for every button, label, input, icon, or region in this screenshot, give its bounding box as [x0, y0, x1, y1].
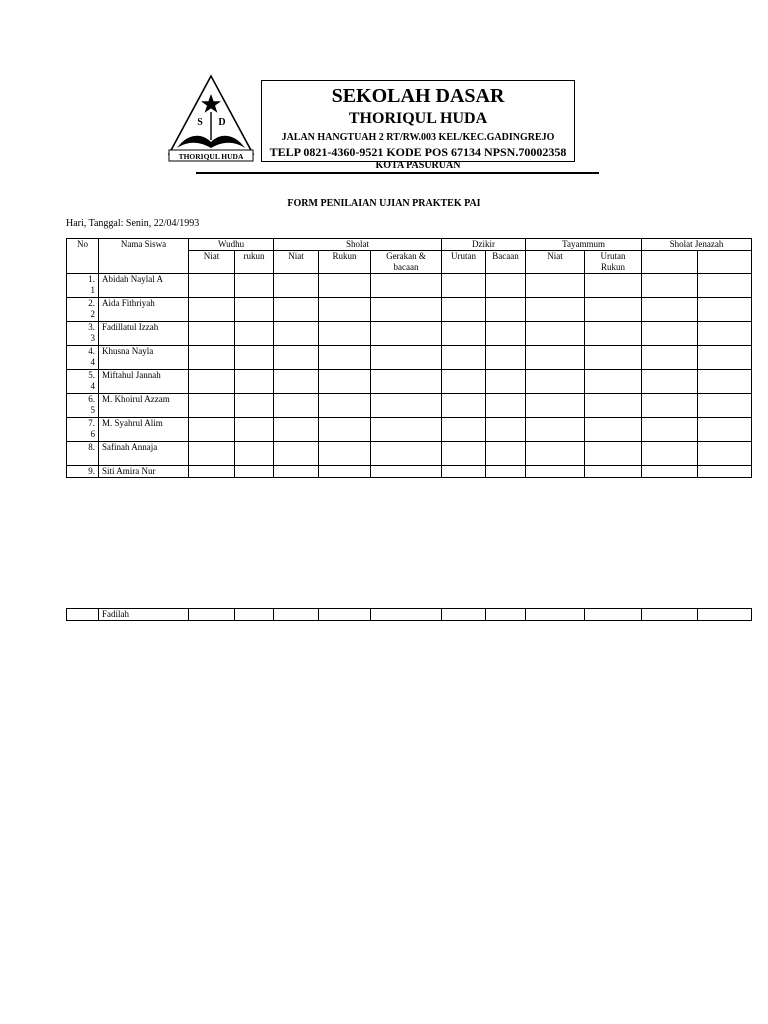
score-cell[interactable]	[585, 466, 642, 478]
score-cell[interactable]	[442, 442, 486, 466]
sub-sholat-niat: Niat	[274, 251, 319, 274]
date-line: Hari, Tanggal: Senin, 22/04/1993	[66, 218, 200, 229]
assessment-table	[66, 238, 752, 478]
score-cell[interactable]	[319, 298, 371, 322]
row-subnumber: 2	[90, 309, 95, 319]
student-name: M. Syahrul Alim	[99, 418, 189, 442]
score-cell[interactable]	[526, 442, 585, 466]
score-cell[interactable]	[371, 370, 442, 394]
score-cell[interactable]	[235, 298, 274, 322]
row-no: 7.	[88, 418, 95, 428]
score-cell[interactable]	[319, 394, 371, 418]
sub-tayammum-niat: Niat	[526, 251, 585, 274]
row-number	[67, 346, 99, 370]
student-rows	[67, 274, 752, 478]
score-cell[interactable]	[274, 298, 319, 322]
sub-dzikir-urutan: Urutan	[442, 251, 486, 274]
score-cell[interactable]	[642, 274, 698, 298]
score-cell[interactable]	[698, 394, 752, 418]
score-cell[interactable]	[526, 418, 585, 442]
score-cell[interactable]	[235, 370, 274, 394]
row-number	[67, 394, 99, 418]
sub-sholat-rukun: Rukun	[319, 251, 371, 274]
score-cell[interactable]	[642, 346, 698, 370]
score-cell[interactable]	[486, 346, 526, 370]
tail-table	[66, 608, 752, 621]
sub-wudhu-rukun: rukun	[235, 251, 274, 274]
score-cell[interactable]	[585, 394, 642, 418]
score-cell[interactable]	[274, 609, 319, 621]
score-cell[interactable]	[585, 298, 642, 322]
score-cell[interactable]	[319, 418, 371, 442]
score-cell[interactable]	[319, 322, 371, 346]
score-cell[interactable]	[442, 418, 486, 442]
score-cell[interactable]	[585, 418, 642, 442]
score-cell[interactable]	[642, 322, 698, 346]
table-row	[67, 370, 752, 394]
score-cell[interactable]	[319, 466, 371, 478]
score-cell[interactable]	[371, 298, 442, 322]
score-cell[interactable]	[486, 418, 526, 442]
col-nama: Nama Siswa	[99, 239, 189, 274]
table-row	[67, 322, 752, 346]
col-sholat: Sholat	[274, 239, 442, 251]
table-row	[67, 394, 752, 418]
score-cell[interactable]	[235, 322, 274, 346]
score-cell[interactable]	[371, 418, 442, 442]
score-cell[interactable]	[698, 418, 752, 442]
score-cell[interactable]	[486, 442, 526, 466]
score-cell[interactable]	[486, 370, 526, 394]
row-number	[67, 418, 99, 442]
school-address: JALAN HANGTUAH 2 RT/RW.003 KEL/KEC.GADINGREJO	[281, 132, 555, 143]
score-cell[interactable]	[189, 394, 235, 418]
sub-dzikir-bacaan: Bacaan	[486, 251, 526, 274]
score-cell[interactable]	[371, 274, 442, 298]
score-cell[interactable]	[371, 466, 442, 478]
score-cell[interactable]	[442, 394, 486, 418]
score-cell[interactable]	[274, 346, 319, 370]
score-cell[interactable]	[274, 442, 319, 466]
table-row	[67, 466, 752, 478]
row-number	[67, 322, 99, 346]
score-cell[interactable]	[235, 442, 274, 466]
score-cell[interactable]	[486, 322, 526, 346]
row-subnumber: 4	[90, 381, 95, 391]
student-name: Safinah Annaja	[99, 442, 189, 466]
school-header	[261, 80, 575, 171]
score-cell[interactable]	[585, 609, 642, 621]
score-cell[interactable]	[189, 322, 235, 346]
row-no: 6.	[88, 394, 95, 404]
header-row-1	[67, 239, 752, 251]
score-cell[interactable]	[371, 609, 442, 621]
score-cell[interactable]	[486, 298, 526, 322]
form-title: FORM PENILAIAN UJIAN PRAKTEK PAI	[287, 198, 481, 209]
score-cell[interactable]	[526, 370, 585, 394]
tail-no	[67, 609, 99, 621]
logo-name: THORIQUL HUDA	[178, 152, 244, 161]
score-cell[interactable]	[698, 346, 752, 370]
score-cell[interactable]	[319, 370, 371, 394]
score-cell[interactable]	[642, 442, 698, 466]
row-no: 9.	[88, 466, 95, 476]
student-name: M. Khoirul Azzam	[99, 394, 189, 418]
score-cell[interactable]	[235, 466, 274, 478]
score-cell[interactable]	[442, 346, 486, 370]
student-name: Aida Fithriyah	[99, 298, 189, 322]
row-subnumber: 1	[90, 285, 95, 295]
score-cell[interactable]	[526, 298, 585, 322]
row-number	[67, 466, 99, 478]
score-cell[interactable]	[442, 466, 486, 478]
score-cell[interactable]	[442, 322, 486, 346]
col-no: No	[67, 239, 99, 274]
score-cell[interactable]	[698, 298, 752, 322]
score-cell[interactable]	[274, 394, 319, 418]
score-cell[interactable]	[642, 609, 698, 621]
score-cell[interactable]	[585, 274, 642, 298]
score-cell[interactable]	[585, 322, 642, 346]
score-cell[interactable]	[442, 609, 486, 621]
score-cell[interactable]	[274, 322, 319, 346]
table-row	[67, 442, 752, 466]
score-cell[interactable]	[274, 370, 319, 394]
student-name: Abidah Naylal A	[99, 274, 189, 298]
score-cell[interactable]	[642, 418, 698, 442]
row-number	[67, 298, 99, 322]
score-cell[interactable]	[526, 394, 585, 418]
score-cell[interactable]	[274, 466, 319, 478]
score-cell[interactable]	[642, 370, 698, 394]
student-name: Khusna Nayla	[99, 346, 189, 370]
score-cell[interactable]	[526, 609, 585, 621]
score-cell[interactable]	[642, 298, 698, 322]
student-name: Fadillatul Izzah	[99, 322, 189, 346]
score-cell[interactable]	[189, 346, 235, 370]
table-row	[67, 274, 752, 298]
score-cell[interactable]	[698, 466, 752, 478]
sub-tayammum-urutan: Urutan Rukun	[585, 251, 642, 274]
score-cell[interactable]	[319, 346, 371, 370]
score-cell[interactable]	[319, 609, 371, 621]
score-cell[interactable]	[189, 274, 235, 298]
row-subnumber: 6	[90, 429, 95, 439]
school-city: KOTA PASURUAN	[375, 160, 461, 171]
row-no: 1.	[88, 274, 95, 284]
score-cell[interactable]	[371, 346, 442, 370]
school-name: THORIQUL HUDA	[348, 110, 488, 127]
logo-letter-d: D	[218, 117, 226, 128]
score-cell[interactable]	[585, 442, 642, 466]
score-cell[interactable]	[642, 466, 698, 478]
score-cell[interactable]	[585, 370, 642, 394]
score-cell[interactable]	[189, 418, 235, 442]
score-cell[interactable]	[698, 442, 752, 466]
score-cell[interactable]	[698, 274, 752, 298]
tail-name: Fadilah	[99, 609, 189, 621]
score-cell[interactable]	[526, 274, 585, 298]
col-jenazah: Sholat Jenazah	[642, 239, 752, 251]
score-cell[interactable]	[235, 346, 274, 370]
score-cell[interactable]	[486, 274, 526, 298]
sub-wudhu-niat: Niat	[189, 251, 235, 274]
row-subnumber: 3	[90, 333, 95, 343]
logo-letter-s: S	[197, 117, 203, 128]
score-cell[interactable]	[319, 442, 371, 466]
col-dzikir: Dzikir	[442, 239, 526, 251]
score-cell[interactable]	[442, 274, 486, 298]
score-cell[interactable]	[235, 418, 274, 442]
score-cell[interactable]	[698, 609, 752, 621]
star-icon	[201, 94, 221, 113]
score-cell[interactable]	[189, 370, 235, 394]
header-divider	[196, 172, 599, 174]
sub-jenazah-1	[642, 251, 698, 274]
row-subnumber: 5	[90, 405, 95, 415]
score-cell[interactable]	[526, 466, 585, 478]
row-no: 8.	[88, 442, 95, 452]
score-cell[interactable]	[526, 322, 585, 346]
row-no: 5.	[88, 370, 95, 380]
score-cell[interactable]	[585, 346, 642, 370]
score-cell[interactable]	[526, 346, 585, 370]
score-cell[interactable]	[235, 609, 274, 621]
score-cell[interactable]	[698, 322, 752, 346]
col-tayammum: Tayammum	[526, 239, 642, 251]
row-number	[67, 274, 99, 298]
table-row	[67, 298, 752, 322]
score-cell[interactable]	[642, 394, 698, 418]
score-cell[interactable]	[371, 394, 442, 418]
score-cell[interactable]	[442, 298, 486, 322]
row-number	[67, 442, 99, 466]
row-number	[67, 370, 99, 394]
table-row	[67, 418, 752, 442]
score-cell[interactable]	[486, 466, 526, 478]
school-logo	[167, 74, 255, 164]
score-cell[interactable]	[274, 274, 319, 298]
score-cell[interactable]	[319, 274, 371, 298]
tail-row	[67, 609, 752, 621]
row-subnumber: 4	[90, 357, 95, 367]
student-name: Miftahul Jannah	[99, 370, 189, 394]
student-name: Siti Amira Nur	[99, 466, 189, 478]
table-row	[67, 346, 752, 370]
score-cell[interactable]	[274, 418, 319, 442]
school-contact: TELP 0821-4360-9521 KODE POS 67134 NPSN.70002358	[269, 145, 567, 159]
row-no: 4.	[88, 346, 95, 356]
score-cell[interactable]	[371, 322, 442, 346]
score-cell[interactable]	[486, 394, 526, 418]
score-cell[interactable]	[698, 370, 752, 394]
score-cell[interactable]	[486, 609, 526, 621]
sub-jenazah-2	[698, 251, 752, 274]
sub-sholat-gerakan: Gerakan & bacaan	[371, 251, 442, 274]
row-no: 2.	[88, 298, 95, 308]
col-wudhu: Wudhu	[189, 239, 274, 251]
score-cell[interactable]	[189, 298, 235, 322]
school-title: SEKOLAH DASAR	[331, 85, 505, 107]
score-cell[interactable]	[235, 394, 274, 418]
score-cell[interactable]	[189, 466, 235, 478]
row-no: 3.	[88, 322, 95, 332]
score-cell[interactable]	[442, 370, 486, 394]
score-cell[interactable]	[189, 442, 235, 466]
score-cell[interactable]	[371, 442, 442, 466]
score-cell[interactable]	[235, 274, 274, 298]
score-cell[interactable]	[189, 609, 235, 621]
